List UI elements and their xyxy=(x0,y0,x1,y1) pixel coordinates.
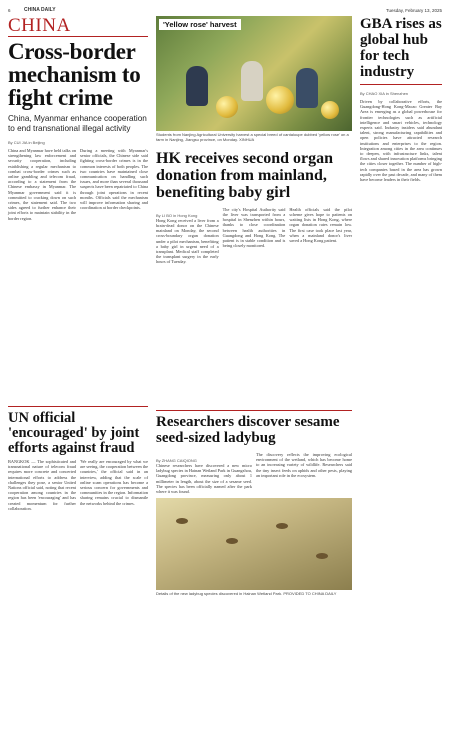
byline: By CHAO XIA in Shenzhen xyxy=(360,91,409,96)
section-title: CHINA xyxy=(8,15,148,37)
specimen xyxy=(176,518,188,524)
page-number: 6 xyxy=(8,8,11,13)
melon xyxy=(216,96,238,118)
byline: By CUI JIA in Beijing xyxy=(8,140,45,145)
body-column: During a meeting with Myanmar's senior officials, the Chinese side said fighting cross-border crimes is in the common interests of both peoples. The two countries have maintained close communication on handling such issues, and more than several thousand suspects have been repatriated to China through joint operations in recent months. Officials said the mechanism will improve information sharing and coordination at border checkpoints. xyxy=(80,148,148,211)
byline: By LI BO in Hong Kong xyxy=(156,212,198,218)
story-un-official xyxy=(8,406,148,511)
person-figure xyxy=(186,66,208,106)
body-column: Driven by collaborative efforts, the Guangdong-Hong Kong-Macao Greater Bay Area is emerging as a global powerhouse for frontier technologies such as artificial intelligence and smart vehicles, technology experts said. Industry insiders said abundant talent, strong manufacturing capabilities and open policies have attracted research institutions and enterprises to the region. Integration among cities in the area continues to deepen, with infrastructure links, talent flows and shared innovation platforms bringing the cities closer together. The number of high-tech companies based in the area has grown rapidly over the past decade, and many of them have become leaders in their fields. xyxy=(360,99,442,183)
ladybug-photo[interactable] xyxy=(156,498,352,590)
body-column: Health officials said the pilot scheme gives hope to patients on waiting lists in Hong Kong, where organ donation rates remain low. The first case took place last year, when a mainland donor's liver saved a Hong Kong patient. xyxy=(289,206,353,244)
divider xyxy=(156,410,352,411)
headline[interactable]: HK receives second organ donation from mainland, benefiting baby girl xyxy=(156,149,334,201)
deck: China, Myanmar enhance cooperation to end transnational illegal activity xyxy=(8,114,147,133)
photo-caption: Details of the new ladybug species discovered in Hainan Wetland Park. PROVIDED TO CHINA DAILY xyxy=(156,591,337,597)
body-column: The city's Hospital Authority said the liver was transported from a hospital in Shenzhen within hours, thanks to close coordination between health authorities in Guangdong and Hong Kong. The patient is in stable condition and is being closely monitored. xyxy=(222,206,286,249)
headline[interactable]: Researchers discover sesame seed-sized ladybug xyxy=(156,414,340,446)
headline[interactable]: UN official 'encouraged' by joint efforts against fraud xyxy=(8,410,140,456)
person-figure xyxy=(241,61,263,101)
specimen xyxy=(226,538,238,544)
photo-caption: Students from Nanjing Agricultural University harvest a special breed of cantaloupe dubbed 'yellow rose' on a farm in Nanjing, Jiangsu province, on Monday. XINHUA xyxy=(156,132,349,142)
body-column: Hong Kong received a liver from a brain-dead donor on the Chinese mainland on Monday, the second cross-boundary organ donation under a pilot mechanism, benefiting a baby girl in urgent need of a transplant. Medical staff completed the transplant surgery in the early hours of Tuesday. xyxy=(156,217,219,265)
paper-logo: CHINA DAILY xyxy=(24,7,56,13)
issue-date: Tuesday, February 13, 2025 xyxy=(385,8,442,13)
byline: By ZHANG CAIQIONG xyxy=(156,458,197,463)
story-gba xyxy=(360,16,442,182)
body-column: 'We really are encouraged by what we are seeing, the cooperation between the countries,' the official said in an interview, adding that the scale of online scam operations has become a serious concern for governments and communities in the region. Information sharing remains crucial to dismantle the networks behind the crimes. xyxy=(80,459,148,506)
story-hk-organ xyxy=(156,16,352,265)
story-ladybug xyxy=(156,406,352,597)
melon xyxy=(321,101,339,119)
headline[interactable]: Cross-border mechanism to fight crime xyxy=(8,39,141,110)
photo-tag: 'Yellow rose' harvest xyxy=(159,19,241,30)
person-figure xyxy=(296,68,318,108)
body-column: China and Myanmar have held talks on strengthening law enforcement and security cooperation, including establishing a regular mechanism to combat cross-border crimes such as online gambling and telecom fraud, according to a statement from the Chinese embassy in Myanmar. The Myanmar government said it is committed to cracking down on such crimes, the statement said. The two sides agreed to further enhance their joint efforts to maintain stability in the border region. xyxy=(8,148,76,221)
divider xyxy=(360,84,442,85)
body-column: Chinese researchers have discovered a new micro ladybug species in Hainan Wetland Park in Guangzhou, Guangdong province, measuring only about 1 millimeter in length, about the size of a sesame seed. The species has been officially named after the park where it was found. xyxy=(156,463,252,495)
harvest-photo[interactable] xyxy=(156,16,352,131)
body-column: BANGKOK — The sophisticated and transnational nature of telecom fraud requires more concrete and concerted international efforts to address the challenges they pose, a senior United Nations official said, noting that recent cooperation among countries in the region has been 'encouraging' and has created momentum for further collaboration. xyxy=(8,459,76,511)
body-column: The discovery reflects the improving ecological environment of the wetland, which has become home to an increasing variety of wildlife. Researchers said the tiny insect feeds on aphids and other pests, playing an important role in the ecosystem. xyxy=(256,452,352,478)
story-cross-border xyxy=(8,40,148,221)
specimen xyxy=(316,553,328,559)
headline[interactable]: GBA rises as global hub for tech industry xyxy=(360,16,442,80)
melon xyxy=(266,86,294,114)
specimen xyxy=(276,523,288,529)
divider xyxy=(8,406,148,407)
